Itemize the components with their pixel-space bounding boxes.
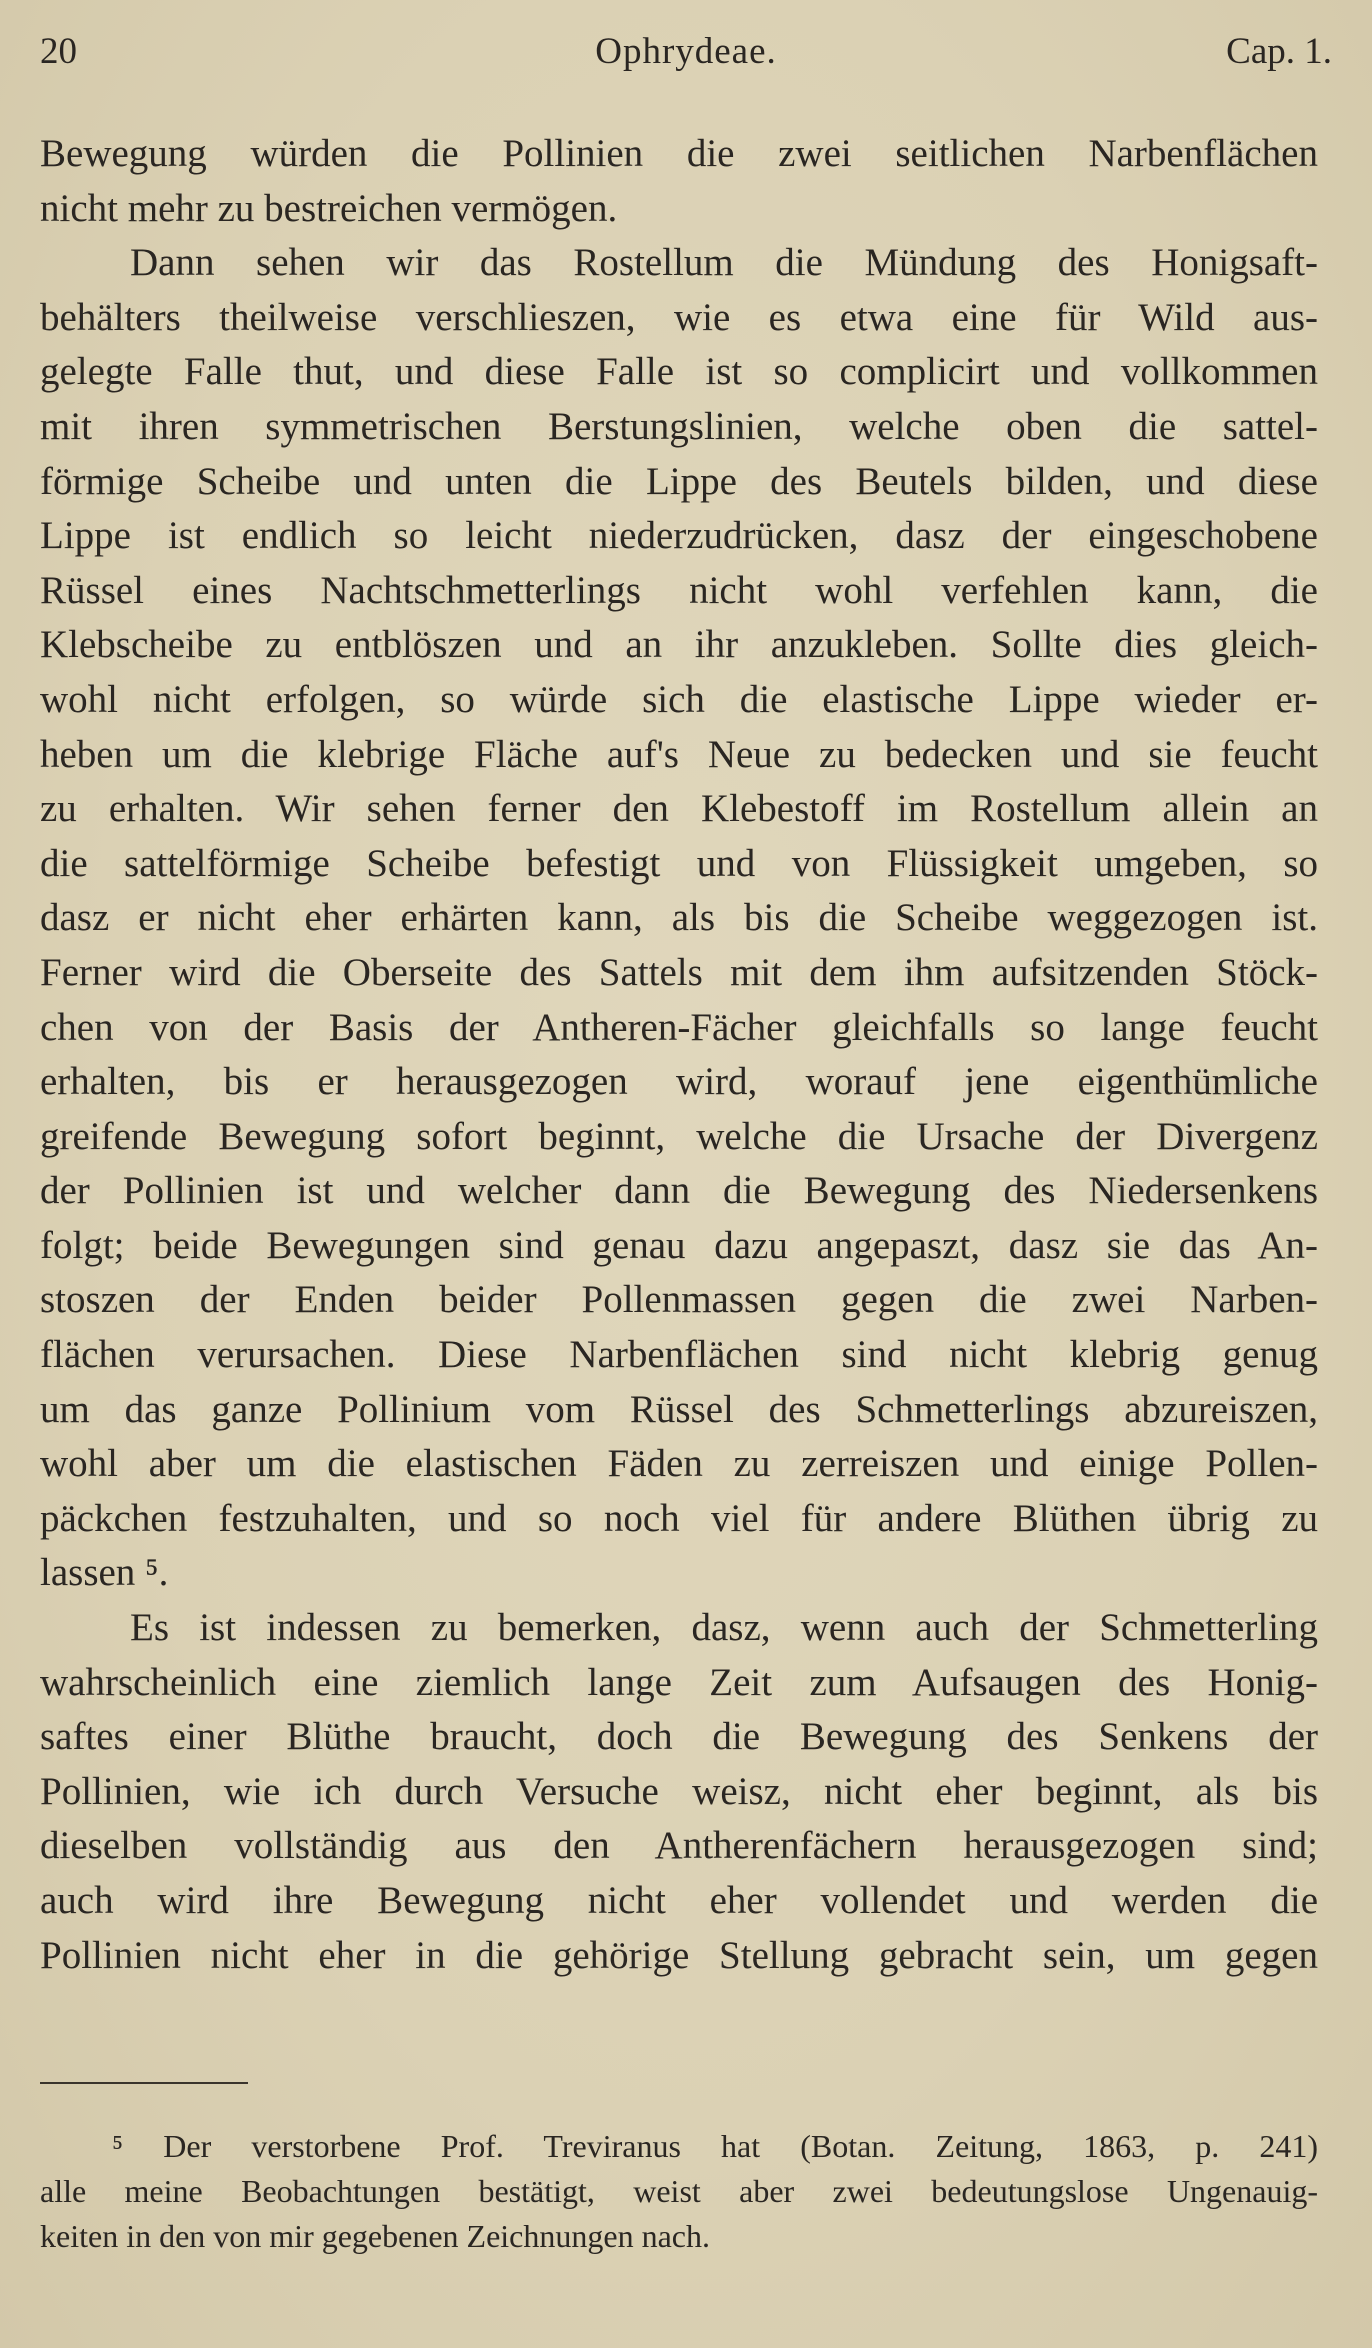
running-header [40, 30, 1332, 80]
text-line: greifende Bewegung sofort beginnt, welche die Ursache der Divergenz [40, 1114, 1318, 1158]
text-line: Klebscheibe zu entblöszen und an ihr anzukleben. Sollte dies gleich- [40, 623, 1318, 667]
text-line: Lippe ist endlich so leicht niederzudrücken, dasz der eingeschobene [40, 514, 1318, 558]
text-line: lassen ⁵. [40, 1551, 169, 1595]
text-line: nicht mehr zu bestreichen vermögen. [40, 186, 618, 230]
footnote-divider [40, 2082, 248, 2084]
footnote-line: alle meine Beobachtungen bestätigt, weist aber zwei bedeutungslose Ungenauig- [40, 2173, 1318, 2209]
text-line: um das ganze Pollinium vom Rüssel des Schmetterlings abzureiszen, [40, 1387, 1318, 1431]
text-line: mit ihren symmetrischen Berstungslinien, welche oben die sattel- [40, 404, 1318, 448]
text-line: folgt; beide Bewegungen sind genau dazu angepaszt, dasz sie das An- [40, 1223, 1318, 1267]
text-line: Ferner wird die Oberseite des Sattels mit dem ihm aufsitzenden Stöck- [40, 950, 1318, 994]
chapter-label: Cap. 1. [1226, 31, 1332, 72]
text-line: heben um die klebrige Fläche auf's Neue zu bedecken und sie feucht [40, 732, 1318, 776]
text-line: Rüssel eines Nachtschmetterlings nicht wohl verfehlen kann, die [40, 568, 1318, 612]
text-line: wahrscheinlich eine ziemlich lange Zeit zum Aufsaugen des Honig- [40, 1660, 1318, 1704]
footnote-line: ⁵ Der verstorbene Prof. Treviranus hat (Botan. Zeitung, 1863, p. 241) [112, 2128, 1318, 2164]
text-line: behälters theilweise verschlieszen, wie es etwa eine für Wild aus- [40, 295, 1318, 339]
text-line: die sattelförmige Scheibe befestigt und von Flüssigkeit umgeben, so [40, 841, 1318, 885]
text-line: saftes einer Blüthe braucht, doch die Bewegung des Senkens der [40, 1715, 1318, 1759]
text-line: zu erhalten. Wir sehen ferner den Klebestoff im Rostellum allein an [40, 787, 1318, 831]
text-line: Pollinien, wie ich durch Versuche weisz, nicht eher beginnt, als bis [40, 1769, 1318, 1813]
text-line: chen von der Basis der Antheren-Fächer gleichfalls so lange feucht [40, 1005, 1318, 1049]
text-line: Dann sehen wir das Rostellum die Mündung des Honigsaft- [130, 241, 1318, 285]
text-line: flächen verursachen. Diese Narbenflächen sind nicht klebrig genug [40, 1333, 1318, 1377]
text-line: dasz er nicht eher erhärten kann, als bis die Scheibe weggezogen ist. [40, 896, 1318, 940]
footnote-line: keiten in den von mir gegebenen Zeichnungen nach. [40, 2218, 710, 2254]
text-line: päckchen festzuhalten, und so noch viel für andere Blüthen übrig zu [40, 1496, 1318, 1540]
text-line: erhalten, bis er herausgezogen wird, worauf jene eigenthümliche [40, 1060, 1318, 1104]
footnote [40, 2124, 1318, 2259]
text-line: Es ist indessen zu bemerken, dasz, wenn auch der Schmetterling [130, 1606, 1318, 1650]
text-line: wohl aber um die elastischen Fäden zu zerreiszen und einige Pollen- [40, 1442, 1318, 1486]
running-title: Ophrydeae. [595, 31, 777, 72]
text-line: auch wird ihre Bewegung nicht eher vollendet und werden die [40, 1879, 1318, 1922]
text-line: Pollinien nicht eher in die gehörige Stellung gebracht sein, um gegen [40, 1933, 1318, 1977]
text-line: gelegte Falle thut, und diese Falle ist so complicirt und vollkommen [40, 350, 1318, 394]
text-line: dieselben vollständig aus den Antherenfächern herausgezogen sind; [40, 1824, 1318, 1868]
text-line: stoszen der Enden beider Pollenmassen gegen die zwei Narben- [40, 1278, 1318, 1322]
page-number: 20 [40, 31, 77, 72]
text-line: förmige Scheibe und unten die Lippe des Beutels bilden, und diese [40, 459, 1318, 503]
text-line: Bewegung würden die Pollinien die zwei seitlichen Narbenflächen [40, 132, 1318, 175]
text-line: der Pollinien ist und welcher dann die Bewegung des Niedersenkens [40, 1169, 1318, 1213]
text-line: wohl nicht erfolgen, so würde sich die elastische Lippe wieder er- [40, 677, 1318, 721]
body-text [40, 127, 1318, 1983]
